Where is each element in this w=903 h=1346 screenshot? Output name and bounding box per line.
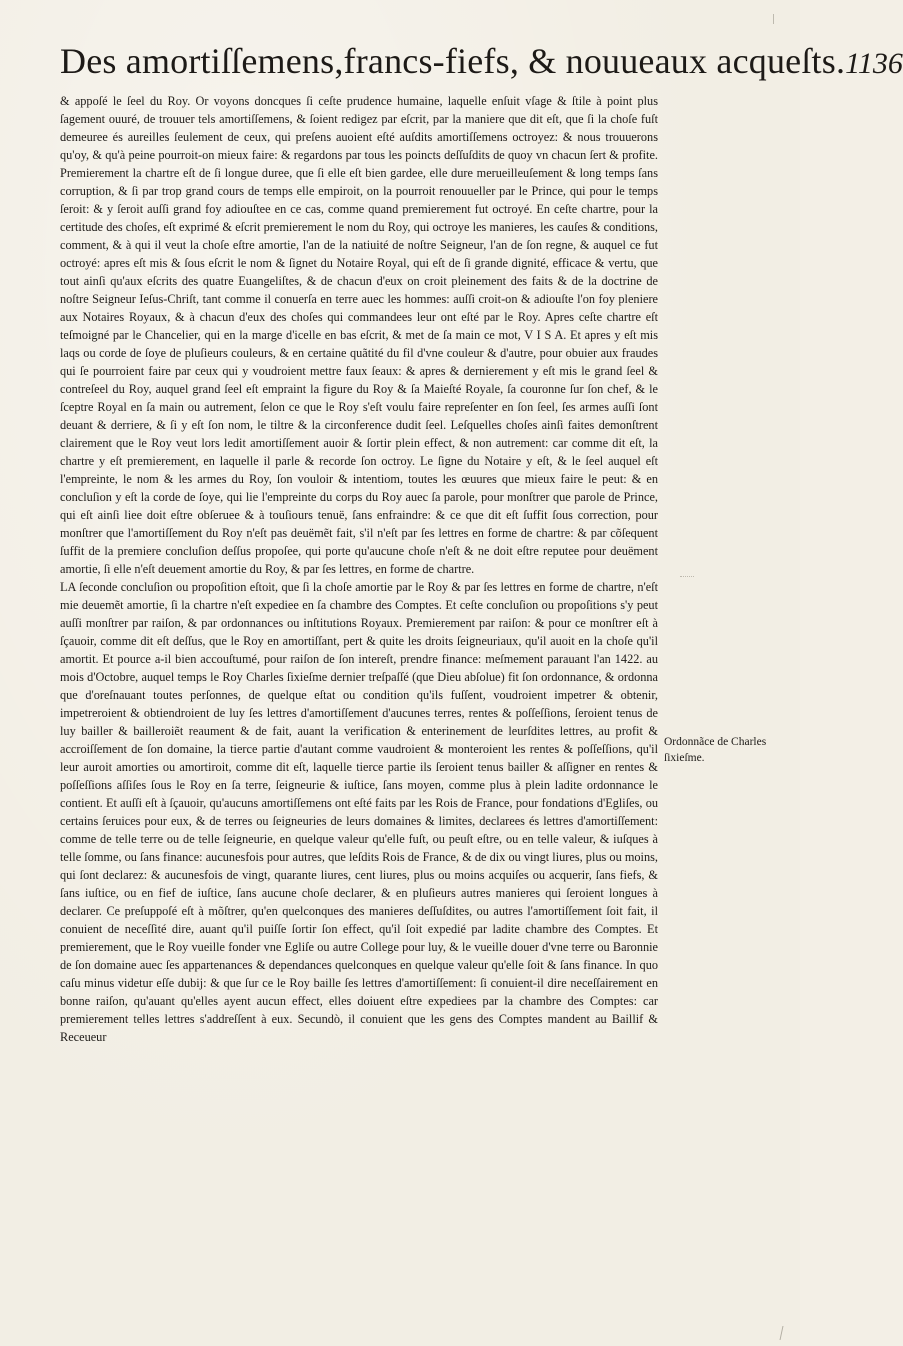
page-header [60, 40, 903, 88]
paragraph: LA ſeconde concluſion ou propoſition eſtoit, que ſi la choſe amortie par le Roy & par ſes lettres en forme de chartre, n'eſt mie deuemẽt amortie, ſi la chartre n'eſt expediee en ſa chambre des Comptes. Et ceſte concluſion ou propoſitions s'y peut auſſi monſtrer par raiſon, & par ordonnances ou inſtitutions Royaux. Premierement par raiſon: & pour ce monſtrer eſt à ſçauoir, comme dit eſt deſſus, que le Roy en amortiſſant, pert & quite les droits ſeigneuriaux, qu'il auoit en la choſe qu'il amortit. Et pource a-il bien accouſtumé, pour raiſon de ſon intereſt, prendre finance: meſmement parauant l'an 1422. au mois d'Octobre, auquel temps le Roy Charles ſixieſme dernier treſpaſſé (que Dieu abſolue) fit ſon ordonnance, & ordonna que d'oreſnauant toutes perſonnes, de quelque eſtat ou condition qu'ils fuſſent, voudroient impetrer & obtenir, impetreroient & obtiendroient de luy ſes lettres d'amortiſſement d'aucunes terres, rentes & poſſeſſions, ſeroient tenus de luy bailler & bailleroiẽt reaument & de fait, auant la verification & enterinement de leurſdites lettres, au profit & accroiſſement de ſon domaine, la tierce partie d'autant comme vaudroient & monteroient les rentes & poſſeſſions, qu'il leur auroit amorties ou amortiroit, comme dit eſt, laquelle tierce partie ils ſeroient tenus bailler & aſſigner en rentes & poſſeſſions aſſiſes ſous le Roy en ſa terre, ſeigneurie & iuſtice, ſans moyen, comme plus à plein ladite ordonnance le contient. Et auſſi eſt à ſçauoir, qu'aucuns amortiſſemens ont eſté faits par les Rois de France, pour fondations d'Egliſes, ou certains ſeruices pour eux, & de terres ou ſeigneuries de leurs domaines & limites, declarees és lettres d'amortiſſement: comme de telle terre ou de telle ſeigneurie, en quelque valeur qu'elle fuſt, ou peuſt eſtre, ou en telle valeur, & iuſques à telle ſomme, ou ſans finance: aucunesfois pour autres, que leſdits Rois de France, & de dix ou vingt liures, plus ou moins, qui ſont declarez: & aucunesfois de vingt, quarante liures, cent liures, plus ou moins acquiſes ou acquerir, ſans fiefs, & ſans iuſtice, ou en fief de iuſtice, ſans aucune choſe declarer, & en pluſieurs autres manieres qui ſeroient longues à declarer. Ce preſuppoſé eſt à mõſtrer, qu'en quelconques des manieres deſſuſdites, ou autres l'amortiſſement ſoit fait, il conuient de neceſſité dire, auant qu'il puiſſe ſortir ſon effect, qu'il ſoit expedié par ladite chambre des Comptes. Et premierement, que le Roy vueille fonder vne Egliſe ou autre College pour luy, & le vueille douer d'vne terre ou Baronnie de ſon domaine auec ſes appartenances & dependances quelconques en quelque valeur qu'elle ſoit & ſans finance. In quo caſu minus videtur eſſe dubij: & que ſur ce le Roy baille ſes lettres d'amortiſſement: ſi conuient-il dire neceſſairement en bonne raiſon, qu'auant qu'elles ayent aucun effect, elles doiuent eſtre expediees par la chambre des Comptes: car premierement telles lettres s'addreſſent à eux. Secundò, il conuient que les gens des Comptes mandent au Baillif & Receueur [60, 580, 658, 1044]
page-number: 1136 [845, 47, 903, 80]
corner-mark [780, 1326, 794, 1340]
body-text [60, 92, 658, 1046]
page-edge-mark [773, 14, 774, 24]
margin-stain-mark [680, 568, 694, 577]
paragraph: & appoſé le ſeel du Roy. Or voyons doncques ſi ceſte prudence humaine, laquelle enſuit vſage & ſtile à point plus ſagement ouuré, de trouuer tels amortiſſemens, & ſoient redigez par eſcrit, par la maniere que dit eſt, que ſi la choſe fuſt demeuree és aureilles ſeulement de ceux, qui preſens auoient eſté auſdits amortiſſemens octroyez: & nous trouuerons qu'oy, & qu'à peine pourroit-on mieux faire: & regardons par tous les poincts deſſuſdits de quoy vn chacun ſert & profite. Premierement la chartre eſt de ſi longue duree, que ſi elle eſt bien gardee, elle dure merueilleuſement & long temps ſans corruption, & ſi par trop grand cours de temps elle empiroit, on la pourroit renouueller par le Prince, qui pour le temps ſeroit: & y ſeroit auſſi grand foy adiouſtee en ce cas, comme quand premierement fut octroyé. En ceſte chartre, pour la certitude des choſes, eſt exprimé & eſcrit premierement le nom du Roy, qui octroye les manieres, les cauſes & conditions, comment, & à qui il veut la choſe eſtre amortie, l'an de la natiuité de noſtre Seigneur, l'an de ſon regne, & auquel ce fut octroyé: apres eſt mis & ſous eſcrit le nom & ſignet du Notaire Royal, qui eſt de ſi grande dignité, efficace & vertu, que tout ainſi qu'aux eſcrits des quatre Euangeliſtes, & de chacun d'eux on croit pleinement des faits & de la doctrine de noſtre Seigneur Ieſus-Chriſt, tant comme il conuerſa en terre auec les hommes: auſſi croit-on & adiouſte l'on foy pleniere aux Notaires Royaux, & à chacun d'eux des choſes qui commandees leur ont eſté par le Roy. Apres ceſte chartre eſt teſmoigné par le Chancelier, qui en la marge d'icelle en bas eſcrit, & met de ſa main ce mot, V I S A. Et apres y eſt mis laqs ou corde de ſoye de pluſieurs couleurs, & en certaine quãtité du fil d'vne couleur & d'autre, pour obuier aux fraudes qui ſe pourroient faire par ceux qui y voudroient mettre faux ſeaux: & apres & dernierement y eſt mis le grand ſeel & contreſeel du Roy, auquel grand ſeel eſt empraint la figure du Roy & ſa Maieſté Royale, ſa couronne ſur ſon chef, & le ſceptre Royal en ſa main ou autrement, ſelon ce que le Roy s'eſt voulu faire repreſenter en ſon ſeel, ſes armes auſſi ſont deuant & derriere, & ſi y eſt ſon nom, le tiltre & la circonference dudit ſeel. Leſquelles choſes ainſi faites demonſtrent clairement que le Roy veut lors ledit amortiſſement auoir & ſortir plein effect, & non autrement: car comme dit eſt, la chartre y eſt premierement, en laquelle il parle & recorde ſon octroy. Le ſigne du Notaire y eſt, & le ſeel auquel eſt l'empreinte, le nom & les armes du Roy, ſon vouloir & intentiom, toutes les œuures que mieux faire le peut: & en concluſion y eſt la corde de ſoye, qui lie l'empreinte du corps du Roy auec ſa parole, pour monſtrer que parole de Prince, qui eſt ainſi liee doit eſtre obſeruee & à touſiours tenuë, ſans enfraindre: & ce que dit eſt ſuffit ſous correction, pour monſtrer que l'amortiſſement du Roy n'eſt pas deuëmẽt fait, s'il n'eſt par ſes lettres en forme de chartre: & par cõſequent ſuffit de la premiere concluſion deſſus propoſee, qui porte qu'aucune choſe n'eſt & ne doit eſtre reputee pour deuëment amortie, ſi elle n'eſt deuement amortie du Roy, & par ſes lettres, en forme de chartre. [60, 94, 658, 576]
margin-note: Ordonnãce de Charles ſixieſme. [664, 736, 767, 764]
running-title: Des amortiſſemens,francs-fiefs, & nouueaux acqueſts. [60, 41, 846, 81]
